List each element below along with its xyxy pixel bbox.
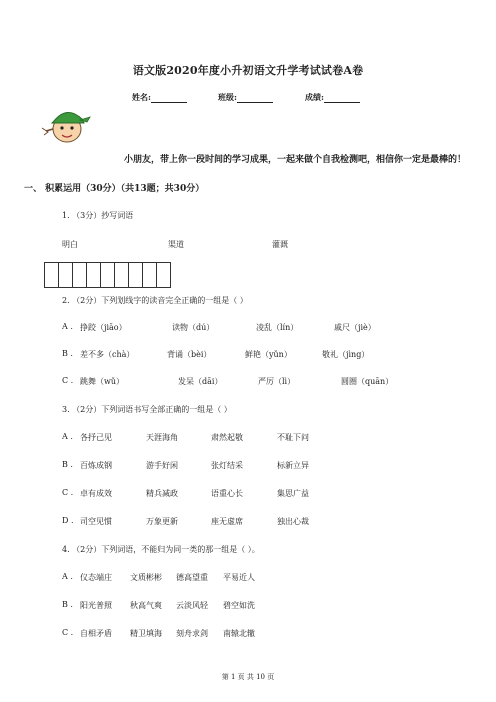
option-item: 万象更新 bbox=[146, 517, 178, 526]
option-item: 鲜艳（yǔn） bbox=[245, 350, 292, 359]
page-title: 语文版2020年度小升初语文升学考试试卷A卷 bbox=[132, 64, 364, 77]
option-item: 自相矛盾 bbox=[80, 629, 112, 638]
option-item: 严厉（lì） bbox=[258, 377, 296, 386]
name-field bbox=[132, 92, 187, 103]
option-label: C . bbox=[62, 488, 74, 497]
motto-text: 小朋友，带上你一段时间的学习成果，一起来做个自我检测吧，相信你一定是最棒的！ bbox=[123, 155, 466, 165]
option-item: 差不多（chà） bbox=[80, 350, 135, 359]
option-item: 凌乱（lín） bbox=[256, 323, 299, 332]
q1-word: 明白 bbox=[62, 240, 78, 249]
grid-cell[interactable] bbox=[45, 262, 59, 288]
option-label: B . bbox=[62, 349, 73, 358]
name-label: 姓名: bbox=[132, 92, 151, 102]
option-item: 百炼成钢 bbox=[80, 461, 112, 470]
class-label: 班级: bbox=[218, 92, 237, 102]
question-1-stem: 1. （3分）抄写词语 bbox=[62, 211, 134, 220]
option-item: 圆圈（quān） bbox=[341, 377, 394, 386]
option-label: C . bbox=[62, 628, 74, 637]
option-item: 平易近人 bbox=[223, 573, 255, 582]
grid-cell[interactable] bbox=[115, 262, 129, 288]
option-item: 秋高气爽 bbox=[130, 601, 162, 610]
option-item: 张灯结采 bbox=[211, 461, 243, 470]
option-item: 天涯海角 bbox=[146, 433, 178, 442]
score-blank bbox=[324, 93, 360, 103]
q1-word: 灌溉 bbox=[272, 240, 288, 249]
option-item: 精兵减政 bbox=[146, 489, 178, 498]
question-3-stem: 3. （2分）下列词语书写全部正确的一组是（ ） bbox=[62, 405, 232, 414]
grid-cell[interactable] bbox=[157, 262, 171, 288]
option-item: 背诵（bèi） bbox=[167, 350, 212, 359]
option-item: 跳舞（wǔ） bbox=[80, 377, 124, 386]
option-item: 肃然起敬 bbox=[211, 433, 243, 442]
option-item: 挣跤（jiāo） bbox=[80, 323, 127, 332]
option-item: 南辕北辙 bbox=[223, 629, 255, 638]
option-item: 游手好闲 bbox=[146, 461, 178, 470]
page-footer: 第 1 页 共 10 页 bbox=[221, 673, 275, 681]
grid-cell[interactable] bbox=[59, 262, 73, 288]
option-label: C . bbox=[62, 376, 74, 385]
score-field bbox=[305, 92, 360, 103]
option-item: 独出心裁 bbox=[277, 517, 309, 526]
option-item: 敬礼（jìng） bbox=[322, 350, 370, 359]
option-item: 读物（dú） bbox=[172, 323, 215, 332]
option-item: 云淡风轻 bbox=[176, 601, 208, 610]
score-label: 成绩: bbox=[305, 92, 324, 102]
option-item: 集思广益 bbox=[277, 489, 309, 498]
option-item: 戚尺（jiè） bbox=[334, 323, 376, 332]
option-label: A . bbox=[62, 572, 73, 581]
option-item: 语重心长 bbox=[211, 489, 243, 498]
option-item: 发呆（dāi） bbox=[178, 377, 223, 386]
class-field bbox=[218, 92, 273, 103]
option-item: 司空见惯 bbox=[80, 517, 112, 526]
grid-cell[interactable] bbox=[129, 262, 143, 288]
option-item: 阳光普照 bbox=[80, 601, 112, 610]
option-item: 精卫填海 bbox=[130, 629, 162, 638]
grid-cell[interactable] bbox=[143, 262, 157, 288]
grid-cell[interactable] bbox=[101, 262, 115, 288]
option-label: B . bbox=[62, 600, 73, 609]
class-blank bbox=[237, 93, 273, 103]
option-label: B . bbox=[62, 460, 73, 469]
option-item: 座无虚席 bbox=[211, 517, 243, 526]
grid-cell[interactable] bbox=[73, 262, 87, 288]
option-item: 刻舟求剑 bbox=[176, 629, 208, 638]
grid-cell[interactable] bbox=[87, 262, 101, 288]
writing-grid[interactable] bbox=[44, 262, 171, 288]
name-blank bbox=[151, 93, 187, 103]
question-2-stem: 2. （2分）下列划线字的读音完全正确的一组是（ ） bbox=[62, 296, 248, 305]
option-item: 卓有成效 bbox=[80, 489, 112, 498]
question-4-stem: 4. （2分）下列词语，不能归为同一类的那一组是（ ）。 bbox=[62, 545, 260, 554]
q1-word: 渠道 bbox=[168, 240, 184, 249]
option-item: 不耻下问 bbox=[277, 433, 309, 442]
option-item: 德高望重 bbox=[176, 573, 208, 582]
option-label: D . bbox=[62, 516, 74, 525]
option-item: 各抒己见 bbox=[80, 433, 112, 442]
student-mascot-icon bbox=[40, 101, 92, 145]
option-item: 文质彬彬 bbox=[130, 573, 162, 582]
section-heading: 一、 积累运用（30分）（共13题；共30分） bbox=[24, 184, 205, 194]
option-item: 标新立异 bbox=[277, 461, 309, 470]
option-item: 仪态端庄 bbox=[80, 573, 112, 582]
option-item: 碧空如洗 bbox=[223, 601, 255, 610]
option-label: A . bbox=[62, 432, 73, 441]
option-label: A . bbox=[62, 322, 73, 331]
